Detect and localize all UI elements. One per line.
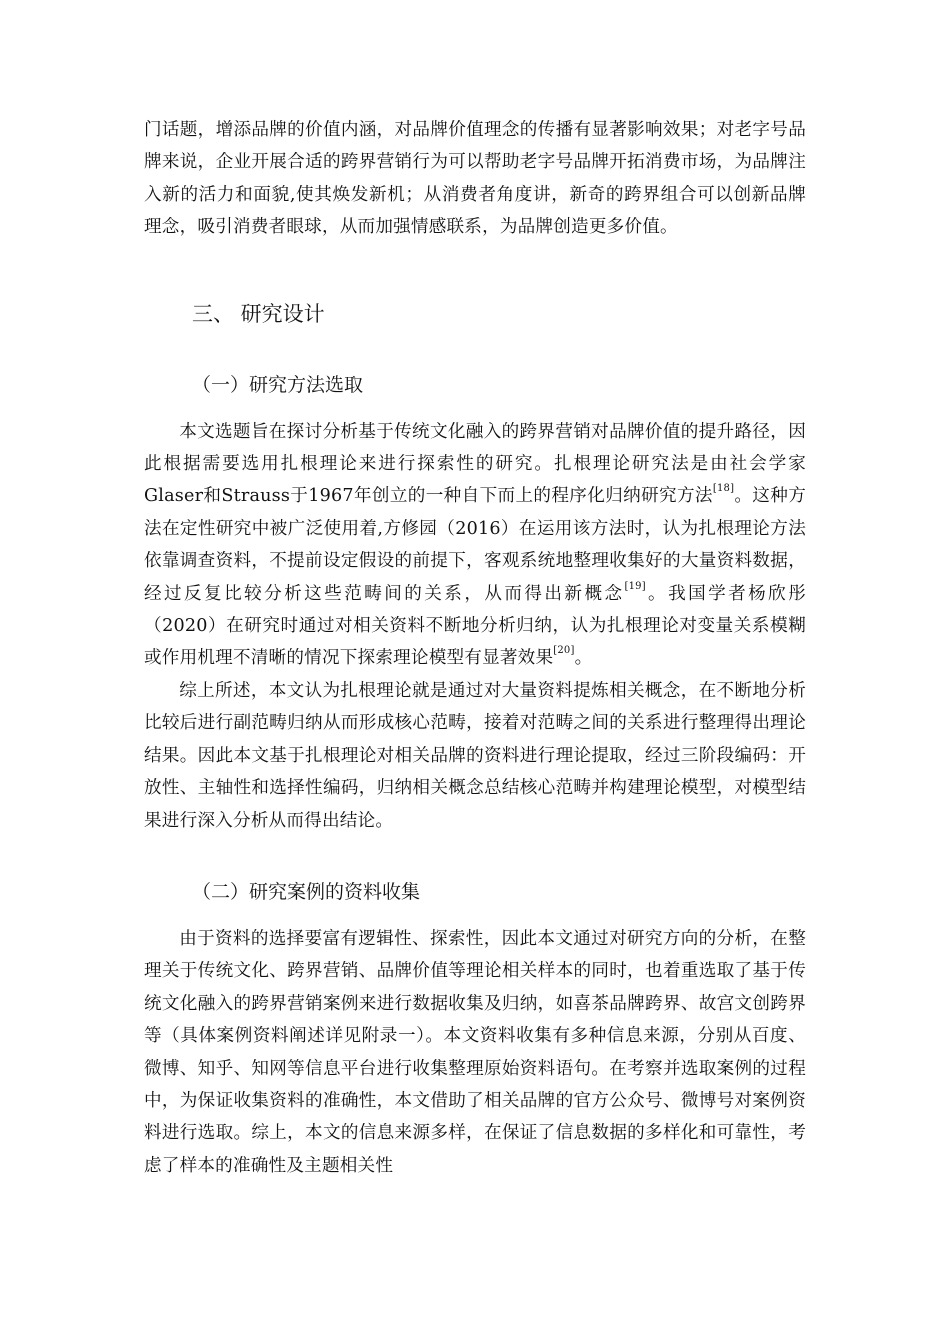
- method-paragraph-1: [144, 416, 806, 675]
- method-text-3: 。我国学者杨欣彤（2020）在研究时通过对相关资料不断地分析归纳，认为扎根理论对变量关系模糊或作用机理不清晰的情况下探索理论模型有显著效果: [144, 583, 806, 669]
- document-page: [144, 114, 806, 1182]
- method-text-1: 本文选题旨在探讨分析基于传统文化融入的跨界营销对品牌价值的提升路径，因此根据需要选用扎根理论来进行探索性的研究。扎根理论研究法是由社会学家Glaser和Strauss于1967年创立的一种自下而上的程序化归纳研究方法: [144, 421, 806, 507]
- citation-18: [18]: [712, 483, 735, 495]
- method-text-2: 。这种方法在定性研究中被广泛使用着,方修园（2016）在运用该方法时，认为扎根理论方法依靠调查资料，不提前设定假设的前提下，客观系统地整理收集好的大量资料数据，经过反复比较分析这些范畴间的关系，从而得出新概念: [144, 486, 806, 604]
- citation-20: [20]: [553, 645, 575, 657]
- method-paragraph-2: 综上所述，本文认为扎根理论就是通过对大量资料提炼相关概念，在不断地分析比较后进行副范畴归纳从而形成核心范畴，接着对范畴之间的关系进行整理得出理论结果。因此本文基于扎根理论对相关品牌的资料进行理论提取，经过三阶段编码：开放性、主轴性和选择性编码，归纳相关概念总结核心范畴并构建理论模型，对模型结果进行深入分析从而得出结论。: [144, 680, 806, 831]
- method-text-4: 。: [574, 648, 593, 669]
- section-heading: 三、 研究设计: [192, 301, 325, 326]
- intro-paragraph: 门话题，增添品牌的价值内涵，对品牌价值理念的传播有显著影响效果；对老字号品牌来说，企业开展合适的跨界营销行为可以帮助老字号品牌开拓消费市场，为品牌注入新的活力和面貌,使其焕发新机；从消费者角度讲，新奇的跨界组合可以创新品牌理念，吸引消费者眼球，从而加强情感联系，为品牌创造更多价值。: [144, 120, 806, 238]
- subsection-heading-method: （一）研究方法选取: [192, 373, 364, 396]
- data-paragraph-1: 由于资料的选择要富有逻辑性、探索性，因此本文通过对研究方向的分析，在整理关于传统文化、跨界营销、品牌价值等理论相关样本的同时，也着重选取了基于传统文化融入的跨界营销案例来进行数据收集及归纳，如喜茶品牌跨界、故宫文创跨界等（具体案例资料阐述详见附录一）。本文资料收集有多种信息来源，分别从百度、微博、知乎、知网等信息平台进行收集整理原始资料语句。在考察并选取案例的过程中，为保证收集资料的准确性，本文借助了相关品牌的官方公众号、微博号对案例资料进行选取。综上，本文的信息来源多样，在保证了信息数据的多样化和可靠性，考虑了样本的准确性及主题相关性: [144, 928, 806, 1176]
- subsection-heading-data: （二）研究案例的资料收集: [192, 880, 421, 903]
- citation-19: [19]: [624, 580, 646, 592]
